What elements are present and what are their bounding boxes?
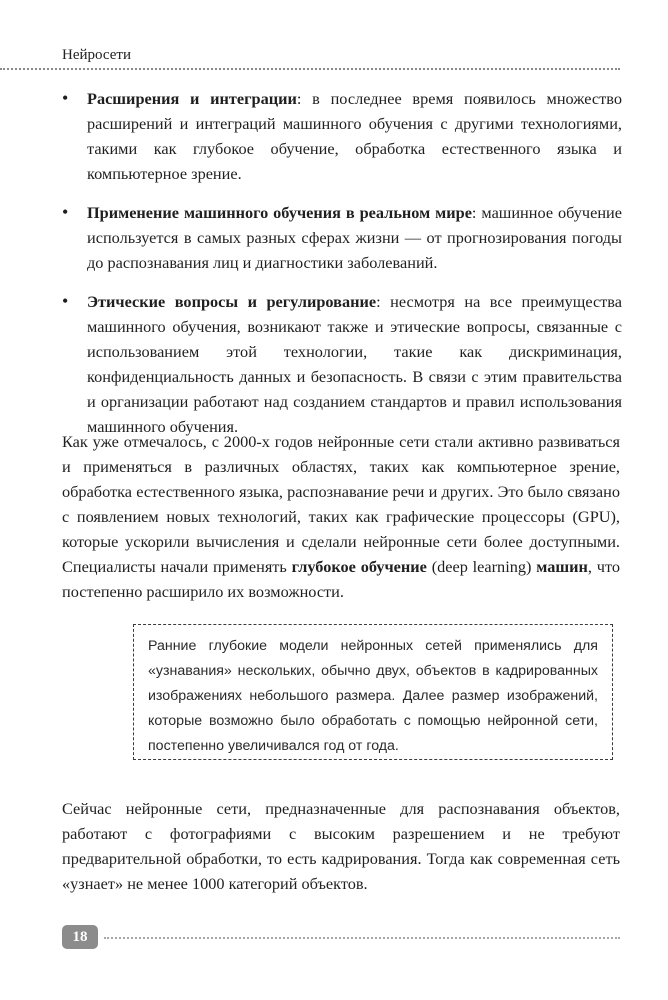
- page-number-badge: 18: [62, 925, 98, 949]
- bold-term-deep-learning: глубокое обучение: [291, 557, 427, 576]
- bullet-item-real-world: [62, 200, 622, 275]
- bullet-item-ethics: [62, 289, 622, 439]
- running-header-title: Нейросети: [62, 47, 131, 63]
- bullet-term: Расширения и интеграции: [87, 89, 297, 108]
- bullet-text: : несмотря на все преимущества машинного обучения, возникают также и этические вопросы, связанные с использованием этой технологии, такие как дискриминация, конфиденциальность данных и безопасность. В связи с этим правительства и организации работают над созданием стандартов и правил использования машинного обучения.: [87, 292, 622, 436]
- bullet-list: [62, 86, 622, 453]
- bullet-text: : машинное обучение используется в самых разных сферах жизни — от прогнозирования погоды до распознавания лиц и диагностики заболеваний.: [87, 203, 622, 272]
- bold-term-machines: машин: [536, 557, 588, 576]
- header-dotted-rule: [0, 68, 620, 70]
- body-paragraph-history: [62, 429, 620, 604]
- bullet-item-extensions: [62, 86, 622, 186]
- paragraph-text: (deep learning): [426, 557, 537, 576]
- note-box: Ранние глубокие модели нейронных сетей применялись для «узнавания» нескольких, обычно двух, объектов в кадрированных изображениях небольшого размера. Далее размер изображений, которые возможно было обработать с помощью нейронной сети, постепенно увеличивался год от года.: [133, 624, 613, 760]
- paragraph-text: , что постепенно расширило их возможности.: [62, 557, 620, 601]
- bullet-term: Этические вопросы и регулирование: [87, 292, 377, 311]
- bullet-term: Применение машинного обучения в реальном мире: [87, 203, 472, 222]
- body-paragraph-modern: Сейчас нейронные сети, предназначенные для распознавания объектов, работают с фотографиями с высоким разрешением и не требуют предварительной обработки, то есть кадрирования. Тогда как современная сеть «узнает» не менее 1000 категорий объектов.: [62, 799, 620, 893]
- bullet-text: : в последнее время появилось множество расширений и интеграций машинного обучения с другими технологиями, такими как глубокое обучение, обработка естественного языка и компьютерное зрение.: [87, 89, 622, 183]
- paragraph-text: Как уже отмечалось, с 2000-х годов нейронные сети стали активно развиваться и применяться в различных областях, таких как компьютерное зрение, обработка естественного языка, распознавание речи и других. Это было связано с появлением новых технологий, таких как графические процессоры (GPU), которые ускорили вычисления и сделали нейронные сети более доступными. Специалисты начали применять: [62, 432, 620, 576]
- footer-dotted-rule: [104, 937, 620, 939]
